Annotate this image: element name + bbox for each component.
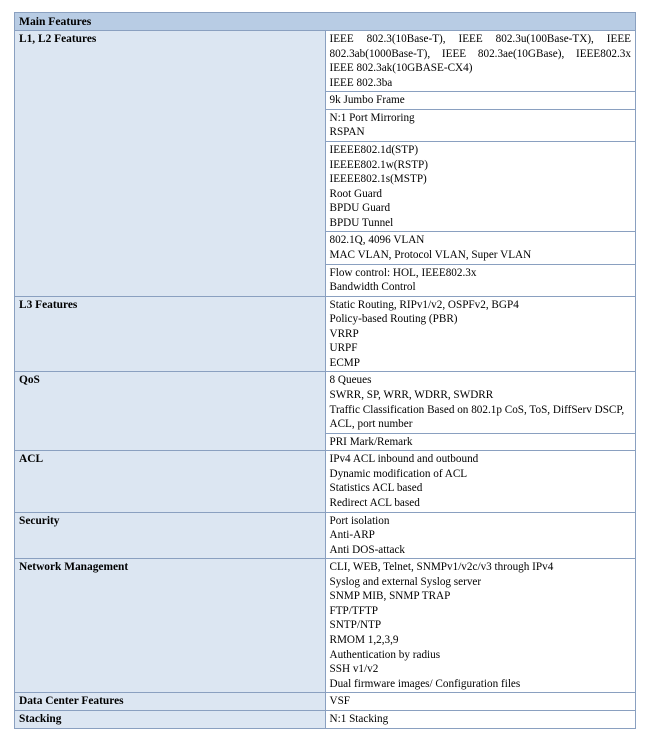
value-line: PRI Mark/Remark (329, 435, 413, 448)
value-line: Static Routing, RIPv1/v2, OSPFv2, BGP4 (329, 298, 519, 311)
value-line: Traffic Classification Based on 802.1p CoS, ToS, DiffServ DSCP, ACL, port number (329, 403, 625, 431)
row-category-label: ACL (15, 451, 326, 512)
value-line: N:1 Stacking (329, 713, 389, 726)
value-line: Anti DOS-attack (329, 543, 405, 556)
table-row (15, 451, 636, 512)
value-line: SNMP MIB, SNMP TRAP (329, 590, 451, 603)
row-category-label: Data Center Features (15, 693, 326, 711)
value-line: VRRP (329, 327, 359, 340)
row-value-cell (325, 232, 636, 264)
value-line: IEEE 802.3(10Base-T), IEEE 802.3u(100Base-TX), IEEE 802.3ab(1000Base-T), IEEE 802.3ae(10GBase), IEEE802.3x (329, 33, 631, 60)
row-category-label: QoS (15, 372, 326, 451)
value-line: FTP/TFTP (329, 604, 378, 617)
main-features-table (14, 12, 636, 729)
row-value-cell (325, 451, 636, 512)
value-line: BPDU Guard (329, 202, 391, 215)
value-line: N:1 Port Mirroring (329, 111, 415, 124)
value-line: Statistics ACL based (329, 482, 423, 495)
row-value-cell (325, 31, 636, 92)
value-line: Syslog and external Syslog server (329, 575, 482, 588)
value-line: 802.1Q, 4096 VLAN (329, 234, 425, 247)
value-line: Policy-based Routing (PBR) (329, 313, 458, 326)
value-line: SSH v1/v2 (329, 663, 379, 676)
value-line: IEEEE802.1w(RSTP) (329, 158, 429, 171)
value-line: Authentication by radius (329, 648, 441, 661)
row-value-cell (325, 512, 636, 559)
value-line: RSPAN (329, 126, 365, 139)
value-line: Bandwidth Control (329, 281, 416, 294)
row-value-cell (325, 433, 636, 451)
row-category-label: Network Management (15, 559, 326, 693)
table-body (15, 13, 636, 729)
table-header-title: Main Features (15, 13, 636, 31)
value-line: RMOM 1,2,3,9 (329, 634, 399, 646)
value-line: IEEEE802.1d(STP) (329, 144, 419, 156)
table-header-row (15, 13, 636, 31)
value-line: BPDU Tunnel (329, 216, 394, 229)
value-line: Dynamic modification of ACL (329, 467, 468, 480)
value-line: Redirect ACL based (329, 496, 420, 509)
table-row (15, 711, 636, 729)
table-row (15, 559, 636, 693)
row-value-cell (325, 92, 636, 110)
value-line: CLI, WEB, Telnet, SNMPv1/v2c/v3 through IPv4 (329, 561, 554, 574)
value-line: Port isolation (329, 514, 390, 527)
table-row (15, 296, 636, 372)
row-value-cell (325, 142, 636, 232)
table-row (15, 372, 636, 433)
table-row (15, 31, 636, 92)
row-value-cell (325, 296, 636, 372)
value-line: IEEE 802.3ba (329, 76, 393, 89)
row-category-label: L1, L2 Features (15, 31, 326, 297)
row-value-cell (325, 559, 636, 693)
row-category-label: Security (15, 512, 326, 559)
value-line: SWRR, SP, WRR, WDRR, SWDRR (329, 389, 494, 401)
value-line: Dual firmware images/ Configuration files (329, 677, 521, 690)
value-line: Root Guard (329, 187, 383, 200)
row-value-cell (325, 372, 636, 433)
row-category-label: Stacking (15, 711, 326, 729)
value-line: Anti-ARP (329, 529, 375, 542)
value-line: URPF (329, 342, 358, 355)
value-line: 9k Jumbo Frame (329, 94, 405, 107)
value-line: 8 Queues (329, 374, 372, 387)
value-line: SNTP/NTP (329, 619, 382, 632)
value-line: Flow control: HOL, IEEE802.3x (329, 266, 477, 279)
row-value-cell (325, 109, 636, 141)
row-category-label: L3 Features (15, 296, 326, 372)
row-value-cell (325, 711, 636, 729)
value-line: MAC VLAN, Protocol VLAN, Super VLAN (329, 248, 532, 261)
value-line: VSF (329, 695, 351, 708)
value-line: ECMP (329, 356, 360, 369)
value-line: IEEEE802.1s(MSTP) (329, 173, 427, 186)
table-row (15, 512, 636, 559)
row-value-cell (325, 264, 636, 296)
value-line: IPv4 ACL inbound and outbound (329, 453, 479, 466)
value-line: IEEE 802.3ak(10GBASE-CX4) (329, 62, 473, 75)
